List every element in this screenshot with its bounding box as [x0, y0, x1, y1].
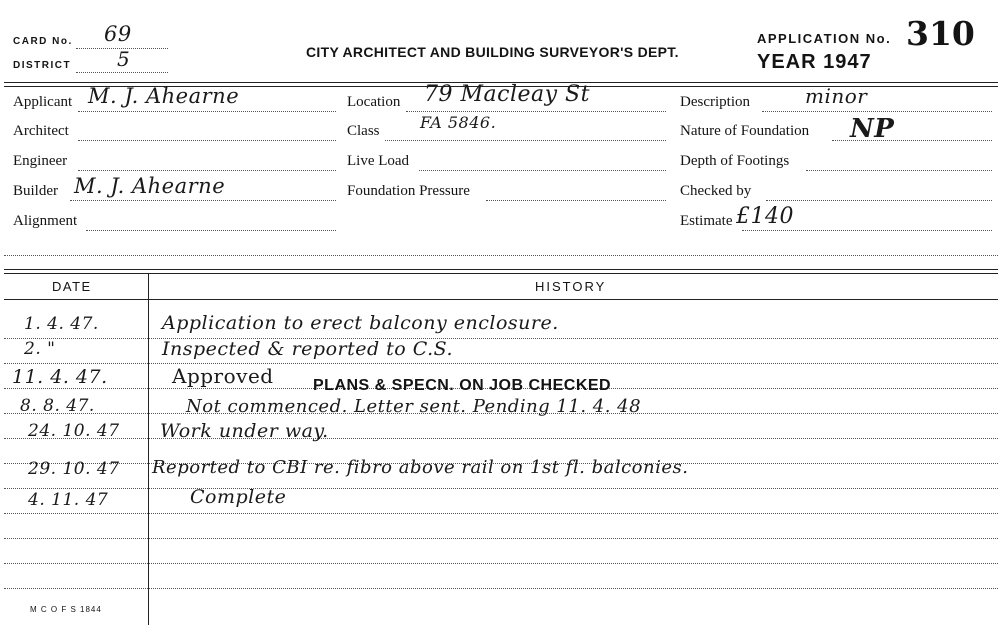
builder-label: Builder	[13, 183, 58, 199]
card-no-label: CARD No.	[13, 36, 73, 47]
history-row-date: 4. 11. 47	[28, 490, 109, 510]
history-row-text: Complete	[190, 486, 287, 508]
nature-of-foundation-value: NP	[850, 114, 895, 144]
year-label: YEAR 1947	[757, 51, 872, 73]
history-row-text: Work under way.	[160, 420, 329, 442]
application-label: APPLICATION No.	[757, 31, 892, 46]
history-row-date: 8. 8. 47.	[20, 396, 95, 416]
applicant-value: M. J. Ahearne	[88, 84, 240, 108]
estimate-label: Estimate	[680, 213, 733, 229]
history-row-date: 29. 10. 47	[28, 459, 120, 479]
estimate-value: £140	[736, 204, 794, 229]
history-row-text: Reported to CBI re. fibro above rail on 1st fl. balconies.	[152, 457, 689, 478]
card-no-value: 69	[104, 22, 132, 46]
live-load-label: Live Load	[347, 153, 410, 169]
engineer-label: Engineer	[13, 153, 68, 169]
history-column-header: HISTORY	[535, 279, 607, 294]
district-value: 5	[117, 47, 131, 71]
checked-by-label: Checked by	[680, 183, 752, 199]
history-row-date: 1. 4. 47.	[24, 314, 99, 334]
history-row-text: Approved	[172, 364, 274, 388]
date-column-header: DATE	[52, 279, 92, 294]
history-row-text: Not commenced. Letter sent. Pending 11. 4. 48	[186, 396, 642, 417]
history-row-text: Inspected & reported to C.S.	[162, 338, 454, 360]
class-value: FA 5846.	[420, 113, 497, 132]
applicant-label: Applicant	[13, 94, 73, 110]
history-row-stamp: PLANS & SPECN. ON JOB CHECKED	[313, 377, 612, 394]
form-code: M C O F S 1844	[30, 605, 102, 614]
history-row-text: Application to erect balcony enclosure.	[162, 312, 559, 334]
class-label: Class	[347, 123, 380, 139]
architect-label: Architect	[13, 123, 69, 139]
history-row-date: 24. 10. 47	[28, 421, 120, 441]
description-label: Description	[680, 94, 750, 110]
history-row-date: 2. "	[24, 339, 56, 359]
district-label: DISTRICT	[13, 60, 72, 71]
builder-value: M. J. Ahearne	[74, 174, 226, 198]
department-title: CITY ARCHITECT AND BUILDING SURVEYOR'S DEPT.	[306, 44, 679, 60]
location-value: 79 Macleay St	[424, 82, 590, 107]
alignment-label: Alignment	[13, 213, 78, 229]
foundation-pressure-label: Foundation Pressure	[347, 183, 470, 199]
description-value: minor	[805, 84, 868, 108]
application-number: 310	[906, 14, 975, 53]
history-row-date: 11. 4. 47.	[12, 366, 108, 388]
location-label: Location	[347, 94, 401, 110]
nature-of-foundation-label: Nature of Foundation	[680, 123, 810, 139]
depth-of-footings-label: Depth of Footings	[680, 153, 790, 169]
